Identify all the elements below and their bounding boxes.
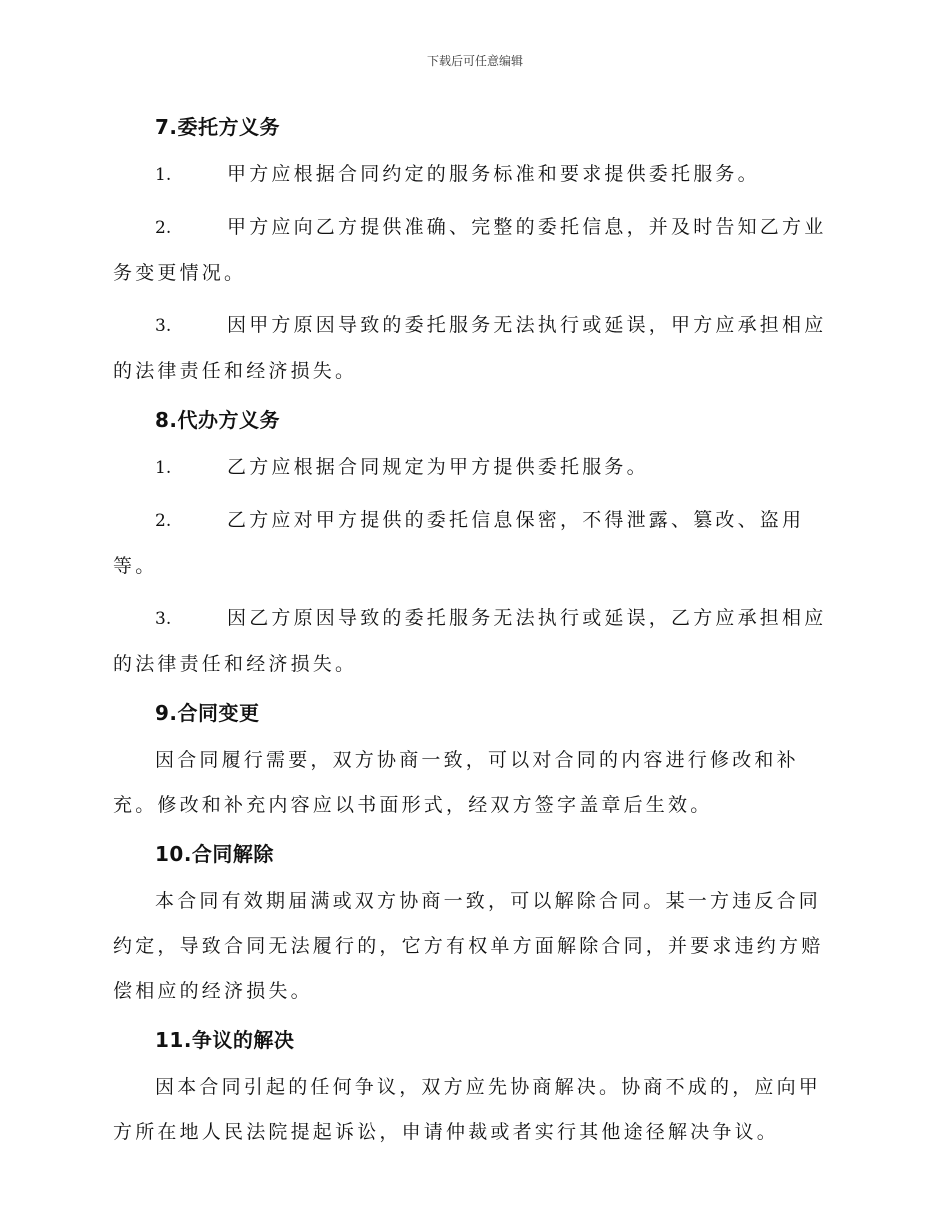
list-item xyxy=(113,205,833,296)
item-text: 乙方应对甲方提供的委托信息保密，不得泄露、篡改、盗用等。 xyxy=(113,509,805,577)
section-dispute-resolution xyxy=(113,1021,833,1155)
section-paragraph: 本合同有效期届满或双方协商一致，可以解除合同。某一方违反合同约定，导致合同无法履行的，它方有权单方面解除合同，并要求违约方赔偿相应的经济损失。 xyxy=(113,890,824,1002)
item-text: 甲方应向乙方提供准确、完整的委托信息，并及时告知乙方业务变更情况。 xyxy=(113,216,827,284)
item-number: 3. xyxy=(155,316,172,336)
item-number: 2. xyxy=(155,511,172,531)
section-principal-obligations xyxy=(113,108,833,394)
item-number: 1. xyxy=(155,458,172,478)
item-number: 2. xyxy=(155,218,172,238)
section-title: 10.合同解除 xyxy=(155,842,274,866)
section-title: 7.委托方义务 xyxy=(155,115,281,139)
item-number: 1. xyxy=(155,165,172,185)
item-text: 乙方应根据合同规定为甲方提供委托服务。 xyxy=(227,456,649,478)
section-paragraph: 因本合同引起的任何争议，双方应先协商解决。协商不成的，应向甲方所在地人民法院提起诉讼，申请仲裁或者实行其他途径解决争议。 xyxy=(113,1076,822,1143)
item-text: 因乙方原因导致的委托服务无法执行或延误，乙方应承担相应的法律责任和经济损失。 xyxy=(113,607,827,675)
item-text: 甲方应根据合同约定的服务标准和要求提供委托服务。 xyxy=(227,163,760,185)
list-item xyxy=(113,303,833,394)
item-text: 因甲方原因导致的委托服务无法执行或延误，甲方应承担相应的法律责任和经济损失。 xyxy=(113,314,827,382)
list-item xyxy=(113,445,833,491)
section-contract-termination xyxy=(113,835,833,1014)
list-item xyxy=(113,596,833,687)
item-number: 3. xyxy=(155,609,172,629)
section-contract-change xyxy=(113,694,833,828)
section-paragraph: 因合同履行需要，双方协商一致，可以对合同的内容进行修改和补充。修改和补充内容应以书面形式，经双方签字盖章后生效。 xyxy=(113,749,799,816)
list-item xyxy=(113,152,833,198)
section-title: 9.合同变更 xyxy=(155,701,260,725)
section-title: 11.争议的解决 xyxy=(155,1028,295,1052)
list-item xyxy=(113,498,833,589)
section-title: 8.代办方义务 xyxy=(155,408,281,432)
document-body xyxy=(113,108,833,1162)
section-agent-obligations xyxy=(113,401,833,687)
page-header: 下载后可任意编辑 xyxy=(426,54,523,68)
